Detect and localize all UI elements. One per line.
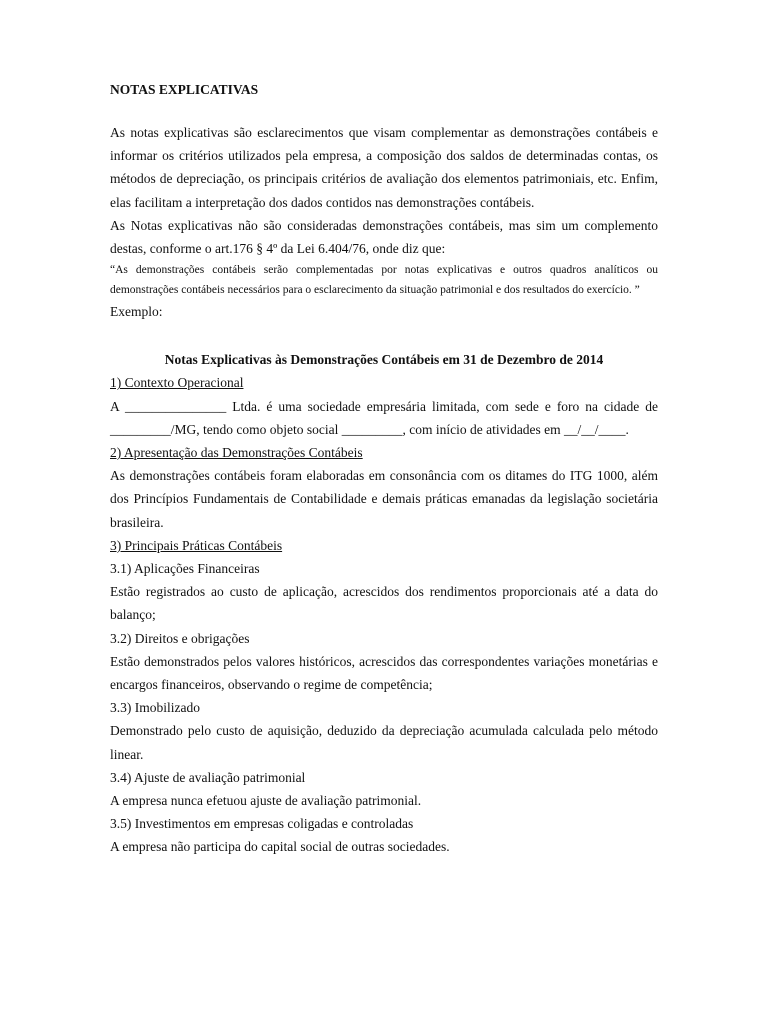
section-1-text: A _______________ Ltda. é uma sociedade empresária limitada, com sede e foro na cidade de _________/MG, tendo como objeto social _________, com início de atividades em __/__/____.: [110, 398, 658, 437]
section-3-1-heading: 3.1) Aplicações Financeiras: [110, 561, 260, 577]
section-3-3-heading: 3.3) Imobilizado: [110, 700, 200, 716]
law-quote: “As demonstrações contábeis serão complementadas por notas explicativas e outros quadros analíticos ou demonstrações contábeis necessários para o esclarecimento da situação patrimonial e dos resultados do exercício. ”: [110, 264, 658, 297]
section-1-heading: 1) Contexto Operacional: [110, 375, 244, 391]
section-2-text: As demonstrações contábeis foram elaboradas em consonância com os ditames do ITG 1000, além dos Princípios Fundamentais de Contabilidade e demais práticas emanadas da legislação societária brasileira.: [110, 468, 658, 530]
section-3-4-text: A empresa nunca efetuou ajuste de avaliação patrimonial.: [110, 793, 422, 809]
section-3-2-text: Estão demonstrados pelos valores históricos, acrescidos das correspondentes variações monetárias e encargos financeiros, observando o regime de competência;: [110, 653, 658, 693]
example-title: Notas Explicativas às Demonstrações Contábeis em 31 de Dezembro de 2014: [164, 352, 604, 368]
section-3-heading: 3) Principais Práticas Contábeis: [110, 537, 283, 553]
section-2-heading: 2) Apresentação das Demonstrações Contábeis: [110, 445, 363, 461]
section-3-3-text: Demonstrado pelo custo de aquisição, deduzido da depreciação acumulada calculada pelo método linear.: [110, 723, 658, 762]
intro-paragraph: As notas explicativas são esclarecimentos que visam complementar as demonstrações contábeis e informar os critérios utilizados pela empresa, a composição dos saldos de determinadas contas, os métodos de depreciação, os principais critérios de avaliação dos elementos patrimoniais, etc. Enfim, elas facilitam a interpretação dos dados contidos nas demonstrações contábeis.: [110, 125, 658, 210]
example-label: Exemplo:: [110, 304, 163, 320]
intro-paragraph-2: As Notas explicativas não são consideradas demonstrações contábeis, mas sim um complemento destas, conforme o art.176 § 4º da Lei 6.404/76, onde diz que:: [110, 217, 658, 257]
section-3-4-heading: 3.4) Ajuste de avaliação patrimonial: [110, 769, 306, 785]
document-title: NOTAS EXPLICATIVAS: [110, 82, 259, 97]
section-3-5-heading: 3.5) Investimentos em empresas coligadas e controladas: [110, 816, 414, 832]
section-3-1-text: Estão registrados ao custo de aplicação, acrescidos dos rendimentos proporcionais até a data do balanço;: [110, 584, 658, 623]
section-3-5-text: A empresa não participa do capital social de outras sociedades.: [110, 839, 450, 855]
section-3-2-heading: 3.2) Direitos e obrigações: [110, 630, 250, 646]
document-page: [110, 80, 658, 859]
